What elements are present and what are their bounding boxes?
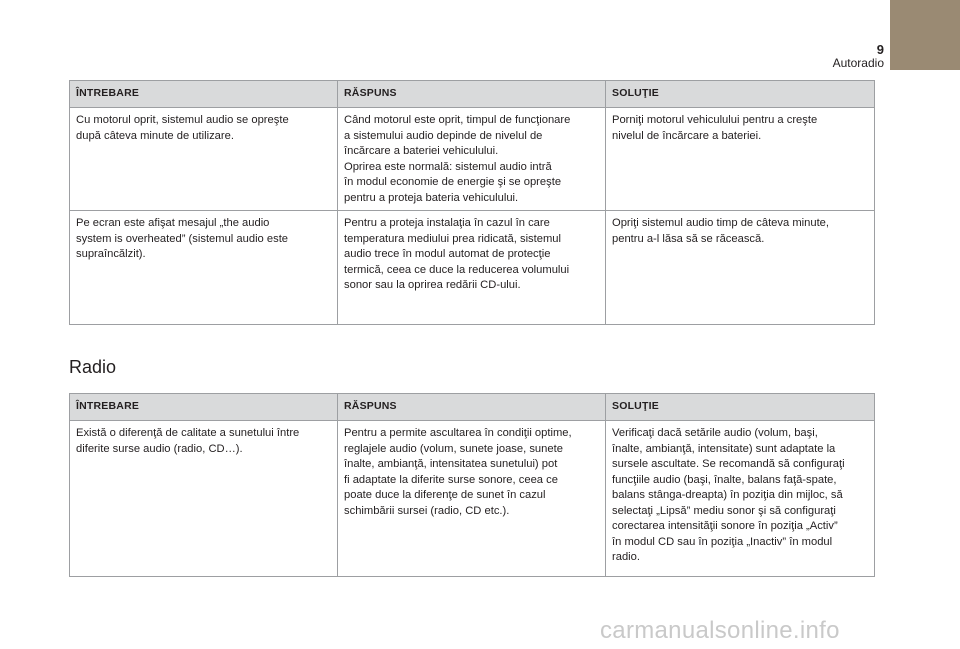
table-row	[70, 211, 875, 325]
text-line: supraîncălzit).	[76, 248, 146, 260]
text-line: Verificaţi dacă setările audio (volum, başi,	[612, 427, 818, 439]
text-line: înalte, ambianţă, intensitate) sunt adaptate la	[612, 442, 836, 455]
solution-cell	[606, 421, 875, 577]
page-number: 9	[876, 42, 884, 57]
solution-cell	[606, 108, 875, 211]
answer-cell	[338, 211, 606, 325]
text-line: Cu motorul oprit, sistemul audio se opreşte	[76, 114, 289, 126]
text-line: Pe ecran este afişat mesajul „the audio	[76, 217, 270, 229]
answer-cell	[338, 108, 606, 211]
text-line: fi adaptate la diferite surse sonore, ceea ce	[344, 473, 558, 486]
text-line: încărcare a bateriei vehiculului.	[344, 145, 499, 157]
text-line: balans stânga-dreapta) în poziţia din mijloc, să	[612, 489, 843, 501]
text-line: audio trece în modul automat de protecţie	[344, 248, 551, 260]
text-line: corectarea intensităţii sonore în poziţia „Activ”	[612, 520, 838, 532]
table-header-row	[70, 81, 875, 108]
chapter-tab	[890, 0, 960, 70]
text-line: pentru a-l lăsa să se răcească.	[612, 232, 765, 245]
text-line: în modul economie de energie şi se opreşte	[344, 176, 562, 188]
text-line: în modul CD sau în poziţia „Inactiv” în modul	[612, 535, 833, 548]
section-heading-radio: Radio	[69, 357, 117, 377]
radio-faq-table	[69, 393, 875, 577]
text-line: Oprirea este normală: sistemul audio intră	[344, 160, 552, 173]
text-line: pentru a proteja bateria vehiculului.	[344, 191, 519, 204]
column-header-question: ÎNTREBARE	[70, 394, 338, 421]
text-line: Pentru a permite ascultarea în condiţii optime,	[344, 427, 572, 439]
text-line: termică, ceea ce duce la reducerea volumului	[344, 263, 570, 276]
text-line: sursele ascultate. Se recomandă să configuraţi	[612, 458, 845, 470]
column-header-answer: RĂSPUNS	[338, 81, 606, 108]
text-line: înalte, ambianţă, intensitatea sunetului) pot	[344, 458, 558, 470]
column-header-answer: RĂSPUNS	[338, 394, 606, 421]
question-cell	[70, 421, 338, 577]
text-line: schimbării sursei (radio, CD etc.).	[344, 504, 510, 517]
table-header-row	[70, 394, 875, 421]
text-line: poate duce la diferenţe de sunet în cazul	[344, 489, 546, 501]
text-line: selectaţi „Lipsă” mediu sonor şi să configuraţi	[612, 504, 836, 517]
column-header-solution: SOLUŢIE	[606, 394, 875, 421]
question-cell	[70, 211, 338, 325]
table-row	[70, 421, 875, 577]
text-line: funcţiile audio (başi, înalte, balans faţă-spate,	[612, 473, 837, 486]
question-cell	[70, 108, 338, 211]
column-header-question: ÎNTREBARE	[70, 81, 338, 108]
text-line: radio.	[612, 551, 640, 563]
text-line: sonor sau la oprirea redării CD-ului.	[344, 279, 521, 291]
answer-cell	[338, 421, 606, 577]
text-line: reglajele audio (volum, sunete joase, sunete	[344, 442, 563, 455]
text-line: system is overheated” (sistemul audio este	[76, 232, 289, 245]
text-line: a sistemului audio depinde de nivelul de	[344, 129, 543, 142]
table-row	[70, 108, 875, 211]
section-title-header: Autoradio	[832, 56, 884, 70]
text-line: nivelul de încărcare a bateriei.	[612, 129, 762, 142]
column-header-solution: SOLUŢIE	[606, 81, 875, 108]
audio-faq-table	[69, 80, 875, 325]
watermark: carmanualsonline.info	[600, 617, 840, 644]
text-line: temperatura mediului prea ridicată, sistemul	[344, 232, 562, 245]
text-line: Porniţi motorul vehiculului pentru a creşte	[612, 114, 818, 126]
solution-cell	[606, 211, 875, 325]
text-line: Există o diferenţă de calitate a sunetului între	[76, 427, 300, 439]
text-line: Când motorul este oprit, timpul de funcţionare	[344, 114, 571, 126]
text-line: Pentru a proteja instalaţia în cazul în care	[344, 217, 550, 229]
text-line: după câteva minute de utilizare.	[76, 129, 234, 142]
text-line: diferite surse audio (radio, CD…).	[76, 442, 243, 455]
text-line: Opriţi sistemul audio timp de câteva minute,	[612, 217, 830, 229]
